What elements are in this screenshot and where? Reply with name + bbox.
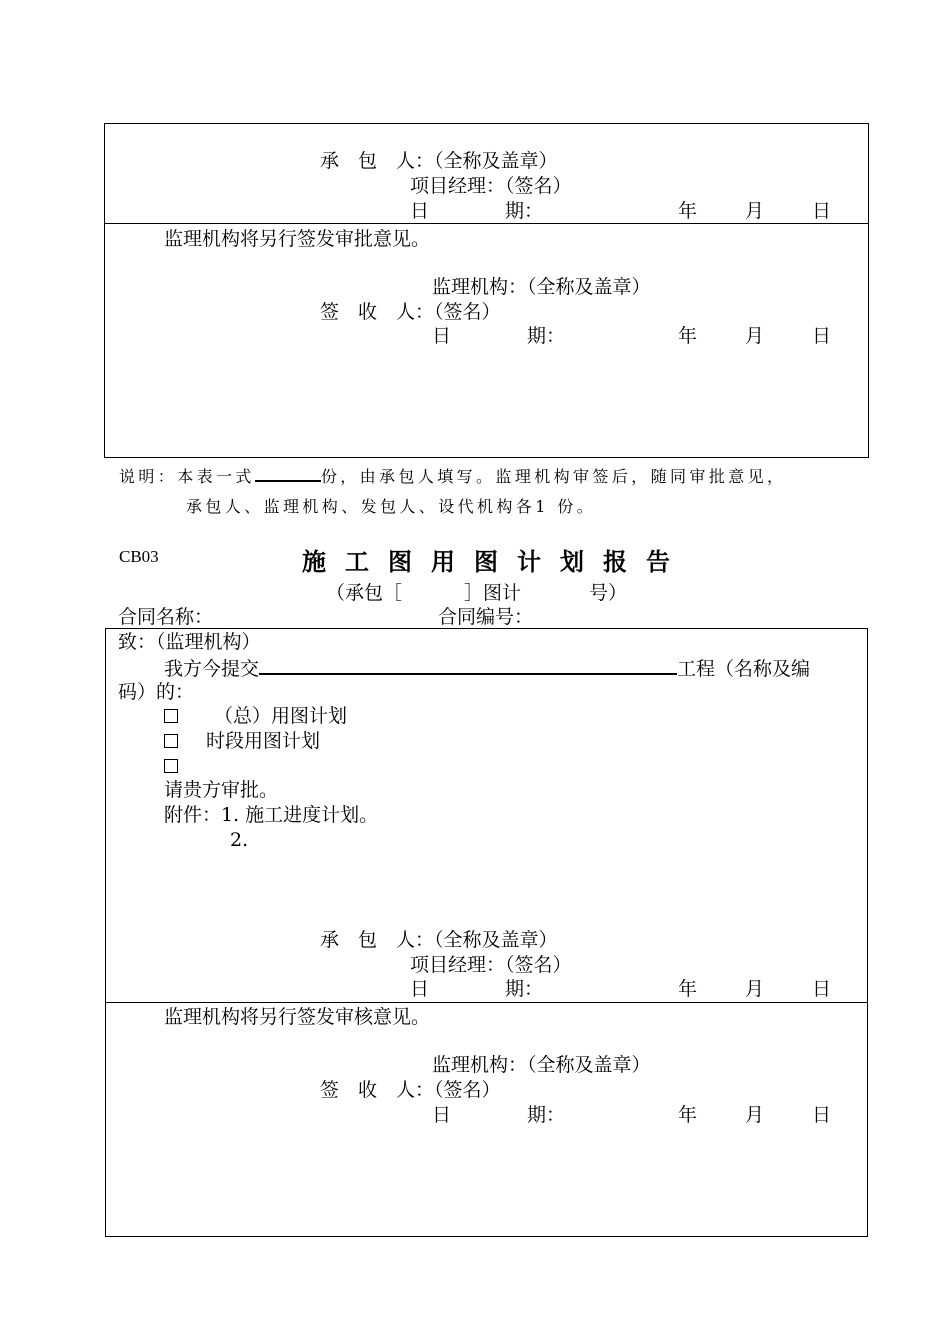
form-subtitle: [326, 581, 627, 605]
date-year: 年: [678, 200, 698, 222]
approve-request: 请贵方审批。: [164, 779, 279, 801]
date-day-4: 日: [812, 1104, 832, 1126]
date-label-3: 日 期：: [410, 978, 544, 1000]
date-label-2: 日 期：: [432, 325, 566, 347]
submit-text-a: 我方今提交: [164, 658, 260, 680]
supervisor-note: 监理机构将另行签发审批意见。: [164, 228, 431, 250]
option-period-plan-label: 时段用图计划: [206, 730, 321, 752]
date-day-2: 日: [812, 325, 832, 347]
date-month-2: 月: [745, 325, 765, 347]
subtitle-suffix: 号）: [589, 582, 628, 604]
date-label: 日 期：: [410, 200, 544, 222]
option-other: [164, 754, 178, 778]
checkbox-icon[interactable]: [164, 734, 178, 748]
date-month: 月: [745, 200, 765, 222]
supervisor-org-label-2: 监理机构：（全称及盖章）: [432, 1054, 651, 1076]
checkbox-icon[interactable]: [164, 759, 178, 773]
date-month-4: 月: [745, 1104, 765, 1126]
checkbox-icon[interactable]: [164, 709, 178, 723]
project-name-blank: [259, 655, 677, 675]
receiver-label: 签 收 人：（签名）: [320, 301, 501, 323]
contract-no-label: 合同编号：: [438, 606, 534, 628]
date-day-3: 日: [812, 978, 832, 1000]
submit-line: [164, 655, 810, 681]
date-month-3: 月: [745, 978, 765, 1000]
form-title: 施工图用图计划报告: [302, 548, 689, 576]
receiver-label-2: 签 收 人：（签名）: [320, 1079, 501, 1101]
contractor-label: 承 包 人：（全称及盖章）: [320, 150, 558, 172]
submit-line-2: 码）的：: [118, 681, 195, 703]
attachment-1: 附件：1. 施工进度计划。: [164, 804, 379, 826]
project-manager-label: 项目经理：（签名）: [410, 175, 572, 197]
remark-text-b: 份，由承包人填写。监理机构审签后，随同审批意见，: [320, 467, 787, 486]
date-year-2: 年: [678, 325, 698, 347]
to-label: 致：（监理机构）: [118, 631, 261, 653]
date-label-4: 日 期：: [432, 1104, 566, 1126]
contract-name-label: 合同名称：: [118, 606, 214, 628]
date-day: 日: [812, 200, 832, 222]
date-year-4: 年: [678, 1104, 698, 1126]
option-period-plan: [164, 729, 320, 753]
remark-text-a: 说明：本表一式: [119, 467, 255, 486]
project-manager-label-2: 项目经理：（签名）: [410, 954, 572, 976]
date-year-3: 年: [678, 978, 698, 1000]
top-form-divider: [104, 223, 869, 224]
supervisor-org-label: 监理机构：（全称及盖章）: [432, 276, 651, 298]
attachment-2: 2.: [230, 829, 249, 851]
option-total-plan: [164, 704, 347, 728]
option-total-plan-label: （总）用图计划: [214, 705, 348, 727]
main-form-divider: [105, 1002, 868, 1003]
remark-line-2: 承包人、监理机构、发包人、设代机构各1 份。: [186, 497, 597, 516]
subtitle-middle: ］图计: [464, 582, 522, 604]
subtitle-prefix: （承包［: [326, 582, 403, 604]
contractor-label-2: 承 包 人：（全称及盖章）: [320, 929, 558, 951]
supervisor-note-2: 监理机构将另行签发审核意见。: [164, 1006, 431, 1028]
remark-line-1: [119, 462, 786, 487]
submit-text-b: 工程（名称及编: [677, 658, 811, 680]
form-code: CB03: [119, 547, 159, 566]
copies-blank: [255, 462, 321, 482]
